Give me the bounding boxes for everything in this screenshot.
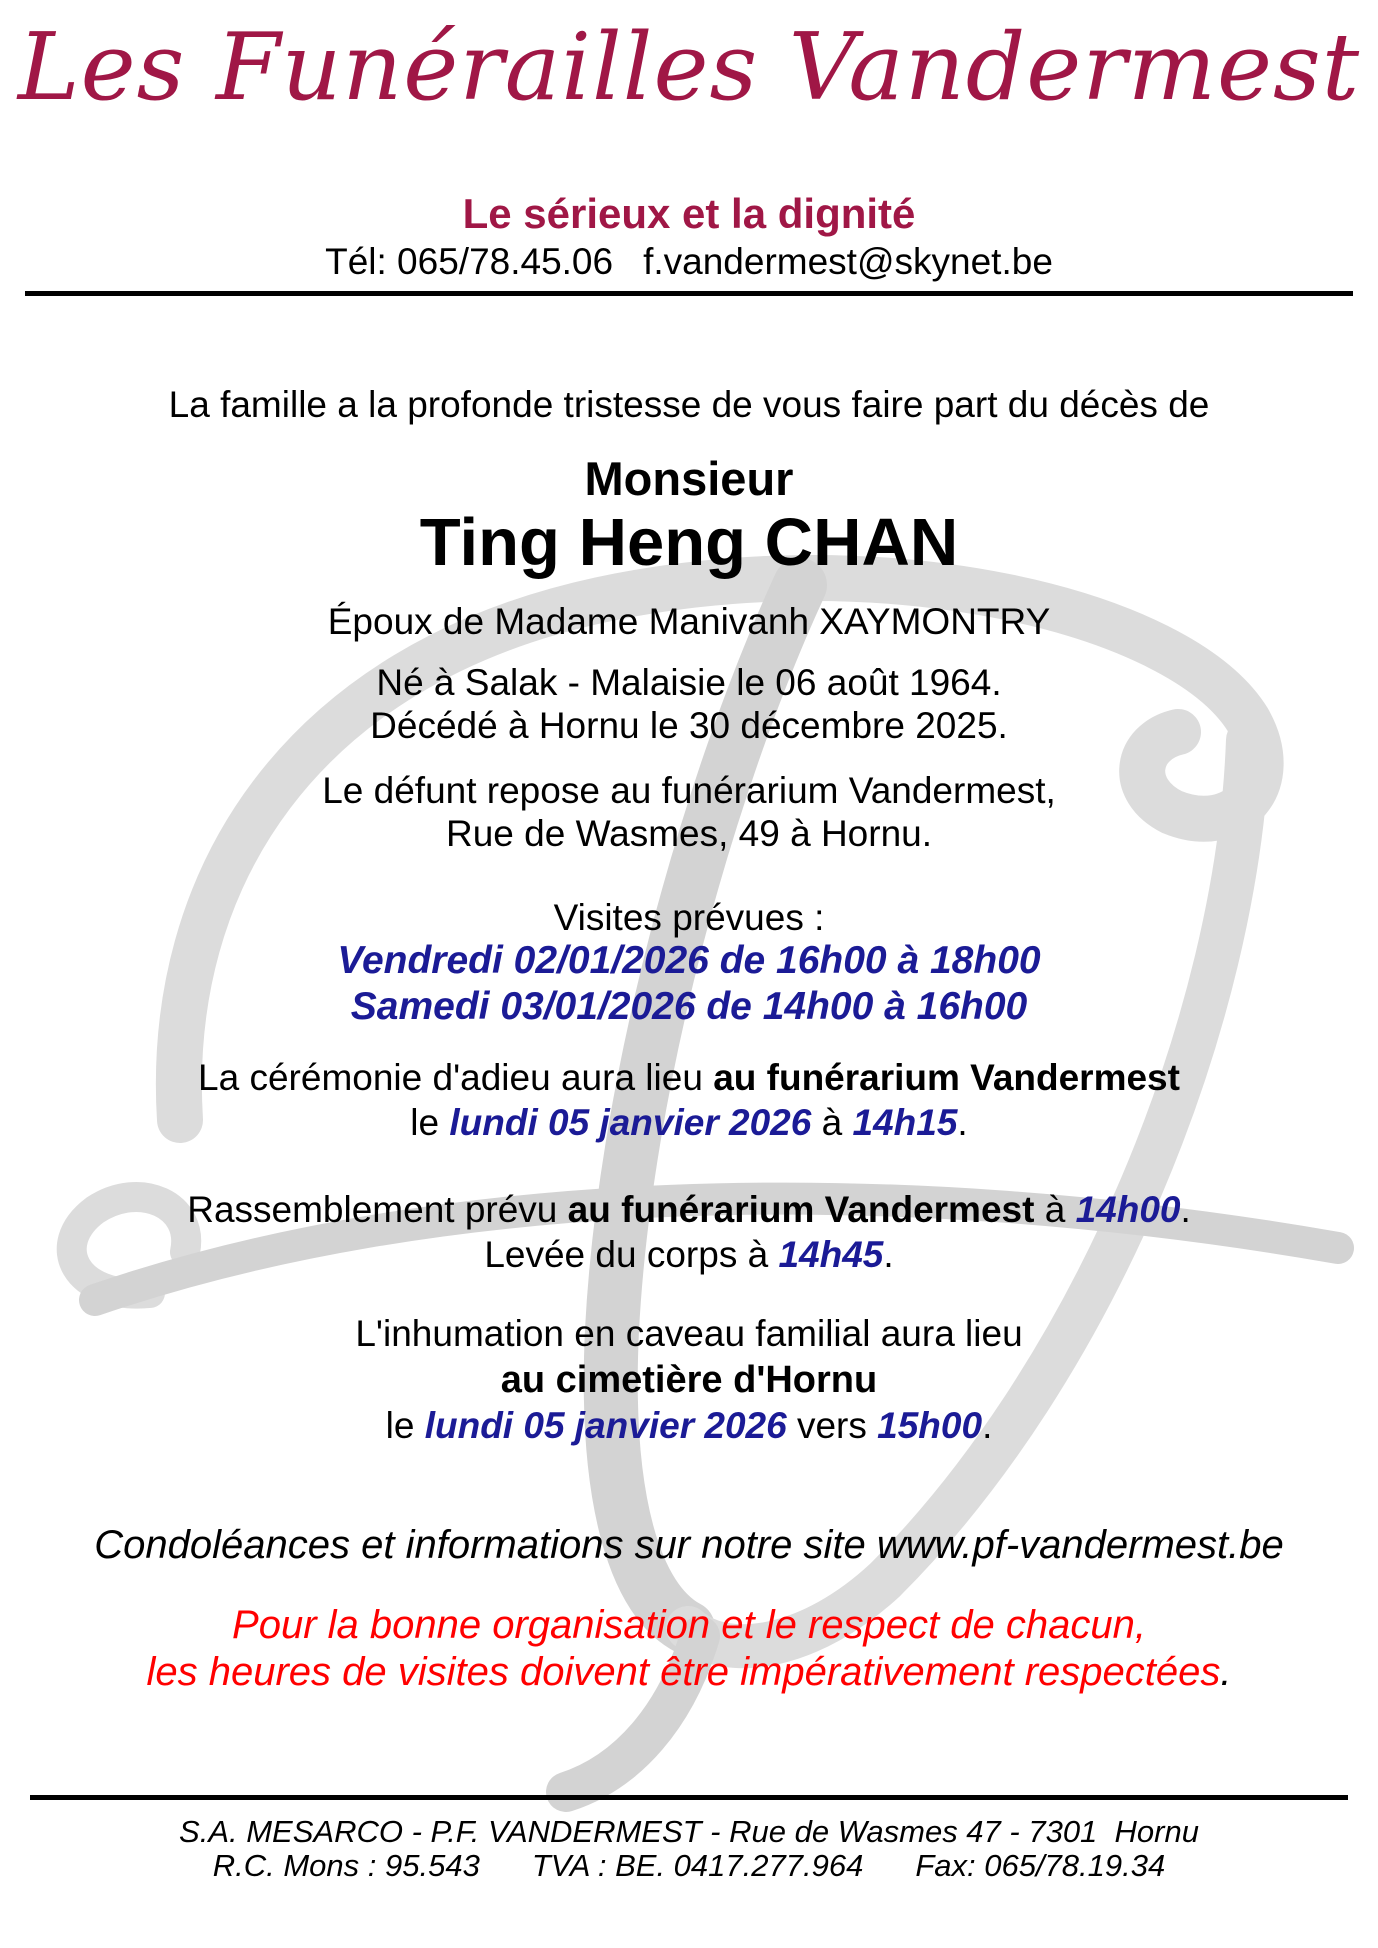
burial-le: le [385,1405,425,1446]
levee-time: 14h45 [778,1234,884,1275]
burial-period: . [982,1405,993,1446]
email-address: f.vandermest@skynet.be [643,241,1053,282]
burial-cemetery: au cimetière d'Hornu [500,1359,878,1401]
ceremony-text: La cérémonie d'adieu aura lieu [198,1057,714,1098]
ceremony-line-2 [0,1102,1378,1145]
burial-line-3 [0,1405,1378,1448]
footer-company-line: S.A. MESARCO - P.F. VANDERMEST - Rue de Wasmes 47 - 7301 Hornu [179,1814,1199,1849]
brand-title: Les Funérailles Vandermest [17,13,1361,121]
visit-slot-friday: Vendredi 02/01/2026 de 16h00 à 18h00 [337,939,1041,982]
gathering-a: à [1034,1189,1076,1230]
birth-line: Né à Salak - Malaisie le 06 août 1964. [376,662,1002,703]
ceremony-date: lundi 05 janvier 2026 [449,1102,812,1143]
header-divider [25,291,1353,296]
footer-vat: TVA : BE. 0417.277.964 [531,1848,864,1883]
ceremony-venue: au funérarium Vandermest [713,1057,1180,1098]
ceremony-period: . [957,1102,968,1143]
ceremony-le: le [410,1102,450,1143]
burial-line-1: L'inhumation en caveau familial aura lieu [355,1313,1023,1354]
burial-vers: vers [786,1405,878,1446]
warning-text: les heures de visites doivent être impérativement respectées [146,1650,1221,1694]
repose-line-2: Rue de Wasmes, 49 à Hornu. [445,813,933,854]
gathering-text: Rassemblement prévu [187,1189,568,1230]
warning-line-1: Pour la bonne organisation et le respect de chacun, [232,1603,1146,1647]
gathering-period: . [1180,1189,1191,1230]
gathering-line-1 [0,1189,1378,1232]
warning-line-2 [0,1649,1378,1695]
levee-text: Levée du corps à [484,1234,779,1275]
brand-tagline: Le sérieux et la dignité [462,190,916,237]
death-line: Décédé à Hornu le 30 décembre 2025. [370,705,1008,746]
warning-period: . [1220,1650,1232,1694]
gathering-line-2 [0,1234,1378,1277]
ceremony-a: à [811,1102,853,1143]
contact-row [0,241,1378,284]
burial-date: lundi 05 janvier 2026 [424,1405,787,1446]
footer-fax: Fax: 065/78.19.34 [915,1848,1166,1883]
announcement-intro: La famille a la profonde tristesse de vous faire part du décès de [168,384,1210,425]
phone-number: Tél: 065/78.45.06 [325,241,614,282]
gathering-venue: au funérarium Vandermest [567,1189,1035,1230]
burial-time: 15h00 [877,1405,983,1446]
footer-legal-line [0,1848,1378,1884]
footer-registry: R.C. Mons : 95.543 [212,1848,480,1883]
ceremony-time: 14h15 [852,1102,958,1143]
visit-slot-saturday: Samedi 03/01/2026 de 14h00 à 16h00 [350,985,1028,1028]
ceremony-line-1 [0,1057,1378,1100]
levee-period: . [883,1234,894,1275]
gathering-time: 14h00 [1075,1189,1181,1230]
visits-heading: Visites prévues : [553,897,825,938]
deceased-civility: Monsieur [584,452,794,505]
spouse-line: Époux de Madame Manivanh XAYMONTRY [327,601,1051,642]
repose-line-1: Le défunt repose au funérarium Vandermest, [322,770,1056,811]
footer-divider [30,1795,1348,1800]
condolences-line: Condoléances et informations sur notre site www.pf-vandermest.be [94,1523,1284,1567]
deceased-name: Ting Heng CHAN [419,505,959,580]
